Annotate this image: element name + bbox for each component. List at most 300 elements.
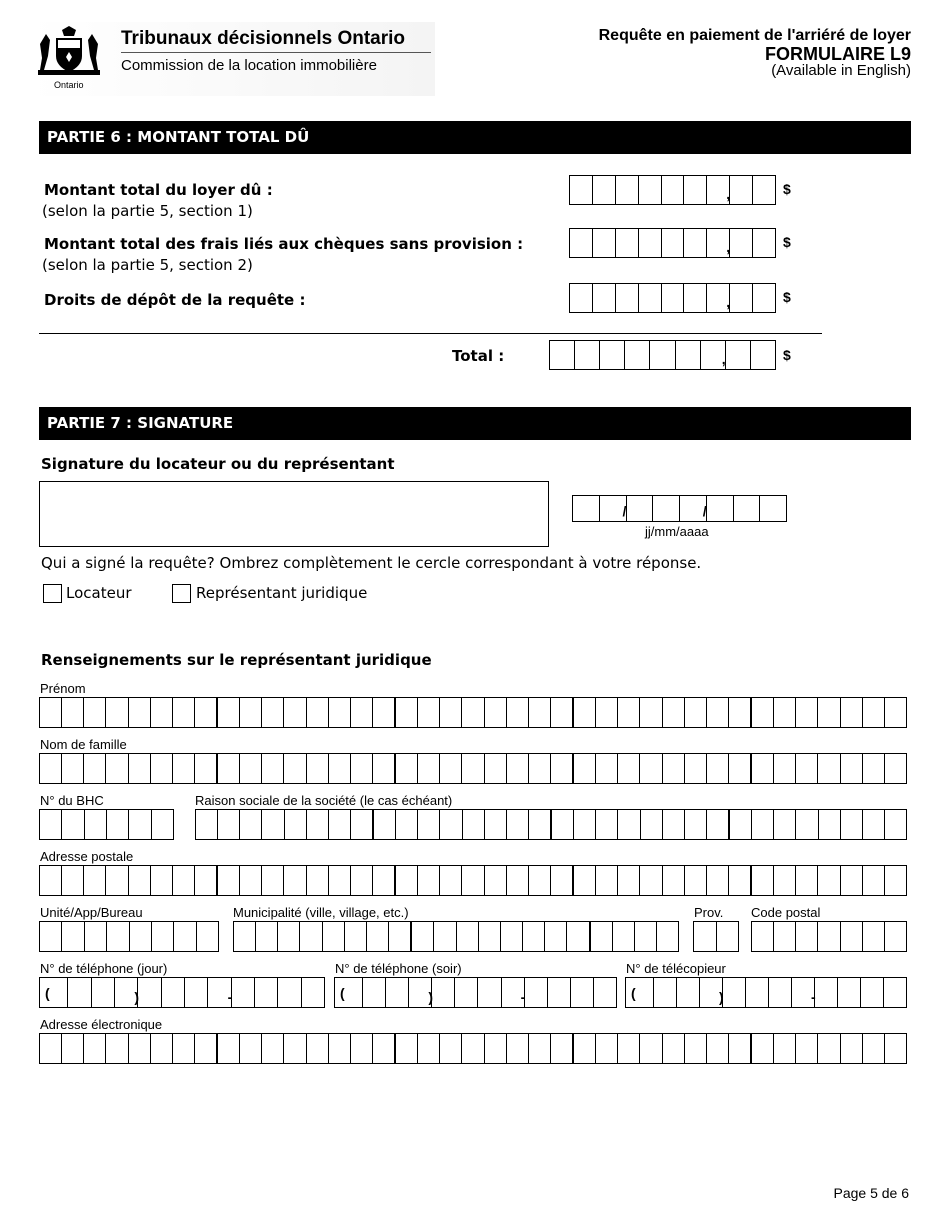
char-cell[interactable] xyxy=(278,922,300,951)
char-cell[interactable] xyxy=(151,866,173,895)
char-cell[interactable] xyxy=(373,754,396,783)
date-field[interactable] xyxy=(572,495,787,522)
char-cell[interactable] xyxy=(796,698,818,727)
phone-digit-cell[interactable] xyxy=(162,978,185,1007)
digit-cell[interactable] xyxy=(639,229,662,257)
char-cell[interactable] xyxy=(152,922,174,951)
char-cell[interactable] xyxy=(62,698,84,727)
char-cell[interactable] xyxy=(752,866,774,895)
digit-cell[interactable] xyxy=(753,229,776,257)
char-cell[interactable] xyxy=(885,1034,907,1063)
char-cell[interactable] xyxy=(307,810,329,839)
char-cell[interactable] xyxy=(262,866,284,895)
char-cell[interactable] xyxy=(307,1034,329,1063)
char-cell[interactable] xyxy=(418,754,440,783)
char-cell[interactable] xyxy=(240,754,262,783)
char-cell[interactable] xyxy=(84,698,106,727)
char-cell[interactable] xyxy=(529,754,551,783)
char-cell[interactable] xyxy=(106,1034,128,1063)
digit-cell[interactable] xyxy=(684,284,707,312)
char-cell[interactable] xyxy=(885,922,907,951)
char-cell[interactable] xyxy=(596,810,618,839)
char-cell[interactable] xyxy=(574,810,596,839)
mailing-address-field[interactable] xyxy=(39,865,907,896)
date-digit-cell[interactable] xyxy=(734,496,761,521)
char-cell[interactable] xyxy=(485,754,507,783)
char-cell[interactable] xyxy=(596,754,618,783)
char-cell[interactable] xyxy=(62,922,84,951)
digit-cell[interactable] xyxy=(751,341,776,369)
char-cell[interactable] xyxy=(818,698,840,727)
char-cell[interactable] xyxy=(885,698,907,727)
char-cell[interactable] xyxy=(796,866,818,895)
digit-cell[interactable] xyxy=(662,176,685,204)
char-cell[interactable] xyxy=(640,866,662,895)
char-cell[interactable] xyxy=(752,754,774,783)
char-cell[interactable] xyxy=(863,866,885,895)
char-cell[interactable] xyxy=(774,754,796,783)
char-cell[interactable] xyxy=(729,754,752,783)
char-cell[interactable] xyxy=(107,922,129,951)
char-cell[interactable] xyxy=(841,810,863,839)
phone-digit-cell[interactable] xyxy=(548,978,571,1007)
phone-digit-cell[interactable] xyxy=(478,978,501,1007)
char-cell[interactable] xyxy=(440,698,462,727)
char-cell[interactable] xyxy=(240,810,262,839)
char-cell[interactable] xyxy=(707,866,729,895)
char-cell[interactable] xyxy=(197,922,219,951)
char-cell[interactable] xyxy=(284,754,306,783)
char-cell[interactable] xyxy=(234,922,256,951)
char-cell[interactable] xyxy=(329,754,351,783)
char-cell[interactable] xyxy=(717,922,740,951)
char-cell[interactable] xyxy=(300,922,322,951)
digit-cell[interactable] xyxy=(616,176,639,204)
char-cell[interactable] xyxy=(729,698,752,727)
date-digit-cell[interactable] xyxy=(653,496,680,521)
char-cell[interactable] xyxy=(195,1034,218,1063)
char-cell[interactable] xyxy=(440,866,462,895)
char-cell[interactable] xyxy=(618,866,640,895)
char-cell[interactable] xyxy=(195,866,218,895)
char-cell[interactable] xyxy=(389,922,412,951)
char-cell[interactable] xyxy=(262,1034,284,1063)
char-cell[interactable] xyxy=(307,698,329,727)
province-field[interactable] xyxy=(693,921,739,952)
phone-digit-cell[interactable] xyxy=(594,978,617,1007)
char-cell[interactable] xyxy=(841,698,863,727)
char-cell[interactable] xyxy=(774,698,796,727)
char-cell[interactable] xyxy=(262,810,284,839)
char-cell[interactable] xyxy=(574,698,596,727)
char-cell[interactable] xyxy=(863,698,885,727)
phone-digit-cell[interactable] xyxy=(92,978,115,1007)
char-cell[interactable] xyxy=(129,754,151,783)
char-cell[interactable] xyxy=(501,922,523,951)
phone-digit-cell[interactable] xyxy=(520,978,548,1007)
legal-rep-checkbox[interactable] xyxy=(172,584,191,603)
phone-digit-cell[interactable] xyxy=(428,978,455,1007)
digit-cell[interactable] xyxy=(593,229,616,257)
phone-digit-cell[interactable] xyxy=(185,978,208,1007)
digit-cell[interactable] xyxy=(570,229,593,257)
char-cell[interactable] xyxy=(479,922,501,951)
char-cell[interactable] xyxy=(396,810,418,839)
char-cell[interactable] xyxy=(218,1034,240,1063)
char-cell[interactable] xyxy=(529,1034,551,1063)
date-digit-cell[interactable] xyxy=(760,496,787,521)
char-cell[interactable] xyxy=(663,754,685,783)
char-cell[interactable] xyxy=(84,754,106,783)
char-cell[interactable] xyxy=(640,698,662,727)
day-phone-field[interactable] xyxy=(39,977,325,1008)
phone-digit-cell[interactable] xyxy=(302,978,325,1007)
digit-cell[interactable] xyxy=(575,341,600,369)
char-cell[interactable] xyxy=(796,922,818,951)
char-cell[interactable] xyxy=(752,922,774,951)
char-cell[interactable] xyxy=(373,866,396,895)
char-cell[interactable] xyxy=(663,810,685,839)
char-cell[interactable] xyxy=(329,810,351,839)
char-cell[interactable] xyxy=(485,810,507,839)
phone-digit-cell[interactable] xyxy=(769,978,792,1007)
char-cell[interactable] xyxy=(551,698,574,727)
char-cell[interactable] xyxy=(657,922,679,951)
char-cell[interactable] xyxy=(707,698,729,727)
char-cell[interactable] xyxy=(729,1034,752,1063)
char-cell[interactable] xyxy=(173,698,195,727)
char-cell[interactable] xyxy=(367,922,389,951)
char-cell[interactable] xyxy=(618,1034,640,1063)
digit-cell[interactable] xyxy=(753,284,776,312)
char-cell[interactable] xyxy=(591,922,613,951)
char-cell[interactable] xyxy=(129,866,151,895)
phone-digit-cell[interactable] xyxy=(719,978,746,1007)
amount-field-rent[interactable] xyxy=(569,175,776,205)
char-cell[interactable] xyxy=(195,698,218,727)
char-cell[interactable] xyxy=(863,754,885,783)
phone-digit-cell[interactable] xyxy=(68,978,91,1007)
char-cell[interactable] xyxy=(345,922,367,951)
evening-phone-field[interactable] xyxy=(334,977,617,1008)
char-cell[interactable] xyxy=(40,1034,62,1063)
char-cell[interactable] xyxy=(218,754,240,783)
char-cell[interactable] xyxy=(545,922,567,951)
municipality-field[interactable] xyxy=(233,921,679,952)
char-cell[interactable] xyxy=(307,754,329,783)
char-cell[interactable] xyxy=(129,698,151,727)
char-cell[interactable] xyxy=(663,698,685,727)
char-cell[interactable] xyxy=(551,1034,574,1063)
digit-cell[interactable] xyxy=(616,284,639,312)
char-cell[interactable] xyxy=(567,922,590,951)
digit-cell[interactable] xyxy=(726,176,753,204)
char-cell[interactable] xyxy=(329,698,351,727)
amount-field-total[interactable] xyxy=(549,340,776,370)
char-cell[interactable] xyxy=(218,866,240,895)
char-cell[interactable] xyxy=(507,866,529,895)
email-field[interactable] xyxy=(39,1033,907,1064)
char-cell[interactable] xyxy=(507,810,529,839)
char-cell[interactable] xyxy=(752,810,774,839)
digit-cell[interactable] xyxy=(662,229,685,257)
digit-cell[interactable] xyxy=(684,229,707,257)
char-cell[interactable] xyxy=(323,922,345,951)
char-cell[interactable] xyxy=(396,754,418,783)
char-cell[interactable] xyxy=(774,810,796,839)
char-cell[interactable] xyxy=(151,698,173,727)
char-cell[interactable] xyxy=(173,754,195,783)
phone-digit-cell[interactable] xyxy=(335,978,363,1007)
char-cell[interactable] xyxy=(418,866,440,895)
char-cell[interactable] xyxy=(485,866,507,895)
char-cell[interactable] xyxy=(434,922,456,951)
phone-digit-cell[interactable] xyxy=(677,978,700,1007)
char-cell[interactable] xyxy=(635,922,657,951)
char-cell[interactable] xyxy=(174,922,196,951)
char-cell[interactable] xyxy=(196,810,218,839)
char-cell[interactable] xyxy=(841,1034,863,1063)
char-cell[interactable] xyxy=(374,810,396,839)
char-cell[interactable] xyxy=(818,754,840,783)
char-cell[interactable] xyxy=(640,754,662,783)
char-cell[interactable] xyxy=(507,1034,529,1063)
char-cell[interactable] xyxy=(552,810,574,839)
char-cell[interactable] xyxy=(373,1034,396,1063)
digit-cell[interactable] xyxy=(625,341,650,369)
char-cell[interactable] xyxy=(596,866,618,895)
char-cell[interactable] xyxy=(685,1034,707,1063)
char-cell[interactable] xyxy=(351,754,373,783)
char-cell[interactable] xyxy=(440,810,462,839)
char-cell[interactable] xyxy=(863,810,885,839)
char-cell[interactable] xyxy=(618,810,640,839)
phone-digit-cell[interactable] xyxy=(40,978,68,1007)
char-cell[interactable] xyxy=(818,1034,840,1063)
digit-cell[interactable] xyxy=(662,284,685,312)
char-cell[interactable] xyxy=(84,1034,106,1063)
char-cell[interactable] xyxy=(151,1034,173,1063)
unit-field[interactable] xyxy=(39,921,219,952)
phone-digit-cell[interactable] xyxy=(811,978,838,1007)
char-cell[interactable] xyxy=(351,810,374,839)
char-cell[interactable] xyxy=(240,698,262,727)
char-cell[interactable] xyxy=(462,698,484,727)
char-cell[interactable] xyxy=(256,922,278,951)
char-cell[interactable] xyxy=(596,698,618,727)
digit-cell[interactable] xyxy=(650,341,675,369)
char-cell[interactable] xyxy=(818,922,840,951)
char-cell[interactable] xyxy=(418,1034,440,1063)
last-name-field[interactable] xyxy=(39,753,907,784)
char-cell[interactable] xyxy=(485,1034,507,1063)
char-cell[interactable] xyxy=(218,698,240,727)
char-cell[interactable] xyxy=(457,922,479,951)
digit-cell[interactable] xyxy=(726,284,753,312)
char-cell[interactable] xyxy=(440,754,462,783)
char-cell[interactable] xyxy=(707,754,729,783)
char-cell[interactable] xyxy=(463,810,485,839)
phone-digit-cell[interactable] xyxy=(255,978,278,1007)
char-cell[interactable] xyxy=(819,810,841,839)
char-cell[interactable] xyxy=(85,922,107,951)
char-cell[interactable] xyxy=(551,866,574,895)
char-cell[interactable] xyxy=(62,1034,84,1063)
char-cell[interactable] xyxy=(574,1034,596,1063)
char-cell[interactable] xyxy=(284,1034,306,1063)
char-cell[interactable] xyxy=(685,810,707,839)
char-cell[interactable] xyxy=(351,866,373,895)
char-cell[interactable] xyxy=(641,810,663,839)
phone-digit-cell[interactable] xyxy=(626,978,654,1007)
char-cell[interactable] xyxy=(841,922,863,951)
char-cell[interactable] xyxy=(841,866,863,895)
char-cell[interactable] xyxy=(574,866,596,895)
char-cell[interactable] xyxy=(173,1034,195,1063)
fax-field[interactable] xyxy=(625,977,907,1008)
char-cell[interactable] xyxy=(152,810,174,839)
char-cell[interactable] xyxy=(730,810,752,839)
phone-digit-cell[interactable] xyxy=(455,978,478,1007)
char-cell[interactable] xyxy=(240,1034,262,1063)
phone-digit-cell[interactable] xyxy=(838,978,861,1007)
char-cell[interactable] xyxy=(412,922,434,951)
digit-cell[interactable] xyxy=(753,176,776,204)
digit-cell[interactable] xyxy=(639,176,662,204)
phone-digit-cell[interactable] xyxy=(278,978,301,1007)
char-cell[interactable] xyxy=(262,698,284,727)
digit-cell[interactable] xyxy=(593,284,616,312)
char-cell[interactable] xyxy=(574,754,596,783)
landlord-checkbox[interactable] xyxy=(43,584,62,603)
char-cell[interactable] xyxy=(685,698,707,727)
date-digit-cell[interactable] xyxy=(622,496,654,521)
char-cell[interactable] xyxy=(613,922,635,951)
char-cell[interactable] xyxy=(796,810,818,839)
char-cell[interactable] xyxy=(218,810,240,839)
phone-digit-cell[interactable] xyxy=(884,978,907,1007)
char-cell[interactable] xyxy=(863,922,885,951)
char-cell[interactable] xyxy=(240,866,262,895)
char-cell[interactable] xyxy=(618,698,640,727)
char-cell[interactable] xyxy=(106,866,128,895)
char-cell[interactable] xyxy=(62,754,84,783)
phone-digit-cell[interactable] xyxy=(571,978,594,1007)
digit-cell[interactable] xyxy=(550,341,575,369)
char-cell[interactable] xyxy=(262,754,284,783)
char-cell[interactable] xyxy=(107,810,129,839)
first-name-field[interactable] xyxy=(39,697,907,728)
char-cell[interactable] xyxy=(707,1034,729,1063)
char-cell[interactable] xyxy=(418,810,440,839)
char-cell[interactable] xyxy=(329,866,351,895)
char-cell[interactable] xyxy=(329,1034,351,1063)
company-name-field[interactable] xyxy=(195,809,907,840)
char-cell[interactable] xyxy=(774,866,796,895)
char-cell[interactable] xyxy=(485,698,507,727)
char-cell[interactable] xyxy=(351,1034,373,1063)
date-digit-cell[interactable] xyxy=(573,496,600,521)
char-cell[interactable] xyxy=(351,698,373,727)
char-cell[interactable] xyxy=(685,754,707,783)
char-cell[interactable] xyxy=(507,698,529,727)
char-cell[interactable] xyxy=(796,754,818,783)
digit-cell[interactable] xyxy=(570,176,593,204)
char-cell[interactable] xyxy=(84,866,106,895)
char-cell[interactable] xyxy=(396,866,418,895)
char-cell[interactable] xyxy=(396,1034,418,1063)
char-cell[interactable] xyxy=(618,754,640,783)
char-cell[interactable] xyxy=(284,698,306,727)
digit-cell[interactable] xyxy=(570,284,593,312)
digit-cell[interactable] xyxy=(726,229,753,257)
char-cell[interactable] xyxy=(694,922,717,951)
char-cell[interactable] xyxy=(129,1034,151,1063)
amount-field-filing-fee[interactable] xyxy=(569,283,776,313)
digit-cell[interactable] xyxy=(600,341,625,369)
char-cell[interactable] xyxy=(885,754,907,783)
phone-digit-cell[interactable] xyxy=(386,978,409,1007)
digit-cell[interactable] xyxy=(616,229,639,257)
digit-cell[interactable] xyxy=(593,176,616,204)
char-cell[interactable] xyxy=(396,698,418,727)
phone-digit-cell[interactable] xyxy=(134,978,161,1007)
char-cell[interactable] xyxy=(373,698,396,727)
char-cell[interactable] xyxy=(774,1034,796,1063)
char-cell[interactable] xyxy=(462,866,484,895)
char-cell[interactable] xyxy=(752,1034,774,1063)
digit-cell[interactable] xyxy=(684,176,707,204)
char-cell[interactable] xyxy=(40,754,62,783)
postal-code-field[interactable] xyxy=(751,921,907,952)
phone-digit-cell[interactable] xyxy=(746,978,769,1007)
digit-cell[interactable] xyxy=(676,341,701,369)
char-cell[interactable] xyxy=(729,866,752,895)
char-cell[interactable] xyxy=(129,810,151,839)
phone-digit-cell[interactable] xyxy=(363,978,386,1007)
char-cell[interactable] xyxy=(40,866,62,895)
char-cell[interactable] xyxy=(796,1034,818,1063)
char-cell[interactable] xyxy=(462,754,484,783)
char-cell[interactable] xyxy=(529,810,552,839)
digit-cell[interactable] xyxy=(721,341,751,369)
char-cell[interactable] xyxy=(106,698,128,727)
char-cell[interactable] xyxy=(106,754,128,783)
char-cell[interactable] xyxy=(663,1034,685,1063)
char-cell[interactable] xyxy=(863,1034,885,1063)
char-cell[interactable] xyxy=(40,698,62,727)
char-cell[interactable] xyxy=(307,866,329,895)
char-cell[interactable] xyxy=(40,922,62,951)
char-cell[interactable] xyxy=(841,754,863,783)
char-cell[interactable] xyxy=(130,922,152,951)
char-cell[interactable] xyxy=(640,1034,662,1063)
char-cell[interactable] xyxy=(195,754,218,783)
char-cell[interactable] xyxy=(285,810,307,839)
char-cell[interactable] xyxy=(284,866,306,895)
char-cell[interactable] xyxy=(707,810,730,839)
char-cell[interactable] xyxy=(418,698,440,727)
char-cell[interactable] xyxy=(523,922,545,951)
char-cell[interactable] xyxy=(40,810,62,839)
char-cell[interactable] xyxy=(507,754,529,783)
phone-digit-cell[interactable] xyxy=(654,978,677,1007)
char-cell[interactable] xyxy=(462,1034,484,1063)
char-cell[interactable] xyxy=(663,866,685,895)
char-cell[interactable] xyxy=(62,866,84,895)
char-cell[interactable] xyxy=(885,810,907,839)
char-cell[interactable] xyxy=(529,866,551,895)
